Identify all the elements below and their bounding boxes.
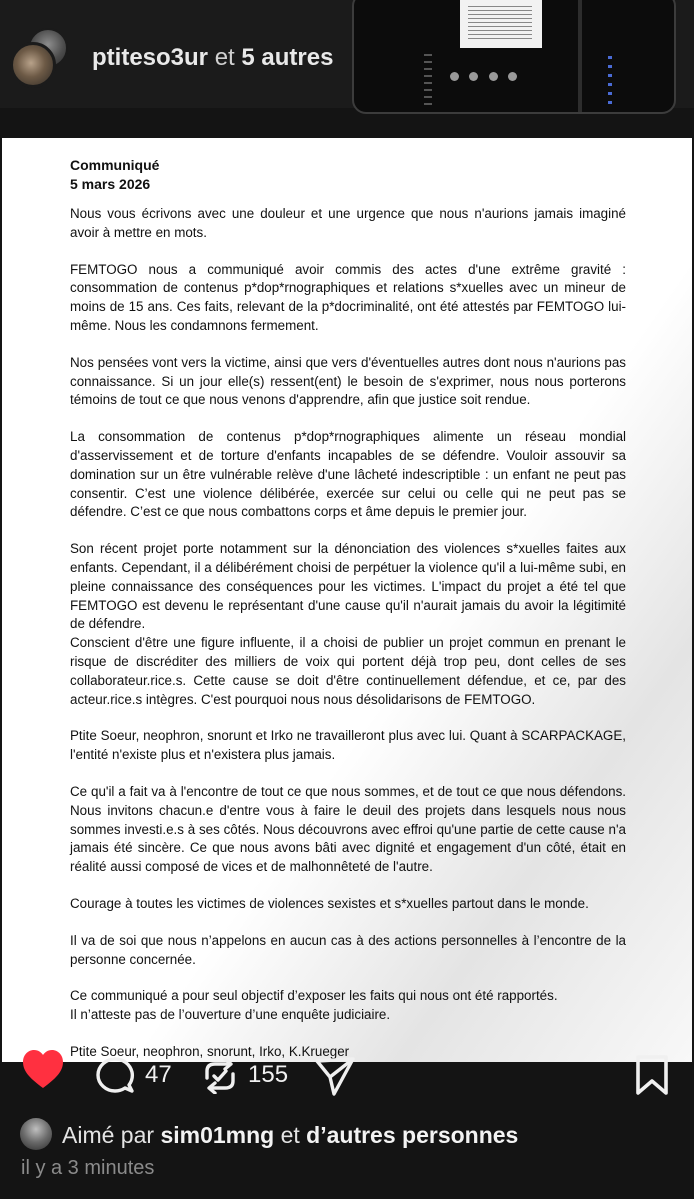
paragraph-no-actions: Il va de soi que nous n’appelons en aucun cas à des actions personnelles à l’encontre de la personne concernée.	[70, 932, 626, 967]
author-username[interactable]: ptiteso3ur	[92, 44, 209, 71]
paragraph-courage: Courage à toutes les victimes de violences sexistes et s*xuelles partout dans le monde.	[70, 895, 589, 911]
share-icon[interactable]	[314, 1056, 356, 1096]
pip-document-thumbnail	[460, 0, 542, 48]
comment-count: 47	[145, 1061, 172, 1088]
authors-connector: et	[214, 44, 235, 71]
pip-dot-icon	[489, 72, 498, 81]
document-date: 5 mars 2026	[70, 176, 151, 192]
liked-by-summary[interactable]	[62, 1122, 518, 1149]
liker-avatar[interactable]	[20, 1118, 52, 1150]
pip-dot-icon	[469, 72, 478, 81]
bookmark-icon[interactable]	[634, 1054, 670, 1096]
liked-by-prefix: Aimé par	[62, 1122, 155, 1148]
pip-side-rail	[424, 54, 432, 110]
heart-icon[interactable]	[21, 1048, 65, 1092]
paragraph-objective: Ce communiqué a pour seul objectif d’exposer les faits qui nous ont été rapportés.	[70, 988, 558, 1004]
post-authors[interactable]	[92, 44, 333, 72]
pip-icon-row	[450, 68, 570, 82]
liked-by-others[interactable]: d’autres personnes	[306, 1122, 519, 1148]
repost-count: 155	[248, 1061, 289, 1088]
document-title: Communiqué	[70, 157, 160, 173]
paragraph-no-investigation: Il n’atteste pas de l’ouverture d’une enquête judiciaire.	[70, 1007, 391, 1023]
statement-document[interactable]	[2, 138, 692, 1062]
other-authors[interactable]: 5 autres	[241, 44, 334, 71]
paragraph-consumption: La consommation de contenus p*dop*rnographiques alimente un réseau mondial d'asservissement et de torture d'enfants incapables de se défendre. Vouloir assouvir sa domination sur un être vulnérable relève d'une lâcheté indescriptible : un enfant ne peut pas consentir. C’est une violence délibérée, exercée sur celui ou celle qui ne peut pas se défendre. C’est ce que nous combattons corps et âme depuis le premier jour.	[70, 429, 626, 520]
primary-avatar[interactable]	[10, 42, 56, 88]
post-timestamp: il y a 3 minutes	[21, 1157, 155, 1179]
paragraph-facts: FEMTOGO nous a communiqué avoir commis des actes d'une extrême gravité : consommation de contenus p*dop*rnographiques et relations s*xuelles avec un mineur de moins de 15 ans. Ces faits, relevant de la p*docriminalité, ont été attestés par FEMTOGO lui-même. Nous les condamnons fermement.	[70, 261, 626, 333]
paragraph-victims: Nos pensées vont vers la victime, ainsi que vers d'éventuelles autres dont nous n'aurions pas connaissance. Si un jour elle(s) ressent(ent) le besoin de s'exprimer, nous nous porterons témoins de tout ce que nous venons d'apprendre, afin que justice soit rendue.	[70, 354, 626, 408]
paragraph-values: Ce qu'il a fait va à l'encontre de tout ce que nous sommes, et de tout ce que nous défendons. Nous invitons chacun.e d'entre vous à faire le deuil des projets dans lesquels nous nous sommes investi.e.s à ses côtés. Nous découvrons avec effroi qu'une partie de cette cause n'a jamais été sincère. Ce que nous avons bâti avec dignité et engagement d'un côté, était en réalité aussi composé de vices et de malhonnêteté de l'autre.	[70, 783, 626, 875]
paragraph-intro: Nous vous écrivons avec une douleur et une urgence que nous n'aurions jamais imaginé avoir à mettre en mots.	[70, 206, 626, 240]
pip-preview-window[interactable]	[352, 0, 676, 114]
paragraph-influence: Conscient d'être une figure influente, il a choisi de publier un projet commun en prenant le risque de discréditer des milliers de voix qui portent déjà trop peu, dont celles de ses collaborateur.rice.s. Cette cause se doit d'être continuellement défendue, et ce, par des acteur.rice.s intègres. C'est pourquoi nous nous désolidarisons de FEMTOGO.	[70, 635, 626, 707]
pip-scroll-strip	[608, 56, 612, 106]
author-avatars[interactable]	[10, 28, 72, 90]
pip-dot-icon	[450, 72, 459, 81]
pip-dot-icon	[508, 72, 517, 81]
repost-icon[interactable]	[202, 1058, 238, 1094]
comment-icon[interactable]	[95, 1056, 135, 1096]
paragraph-collaborators: Ptite Soeur, neophron, snorunt et Irko ne travailleront plus avec lui. Quant à SCARPACKAGE, l'entité n'existe plus et n'existera plus jamais.	[70, 728, 626, 763]
document-signature: Ptite Soeur, neophron, snorunt, Irko, K.Krueger	[70, 1043, 350, 1059]
paragraph-project: Son récent projet porte notamment sur la dénonciation des violences s*xuelles faites aux enfants. Cependant, il a délibérément choisi de perpétuer la violence qu'il a lui-même subi, en pleine connaissance des conséquences pour les victimes. L'impact du projet a été tel que FEMTOGO est devenu le représentant d'une cause qu'il n'aurait jamais du avoir la légitimité de défendre.	[70, 541, 626, 632]
liked-by-connector: et	[280, 1122, 300, 1148]
pip-divider	[578, 0, 582, 114]
liker-username[interactable]: sim01mng	[160, 1122, 275, 1148]
